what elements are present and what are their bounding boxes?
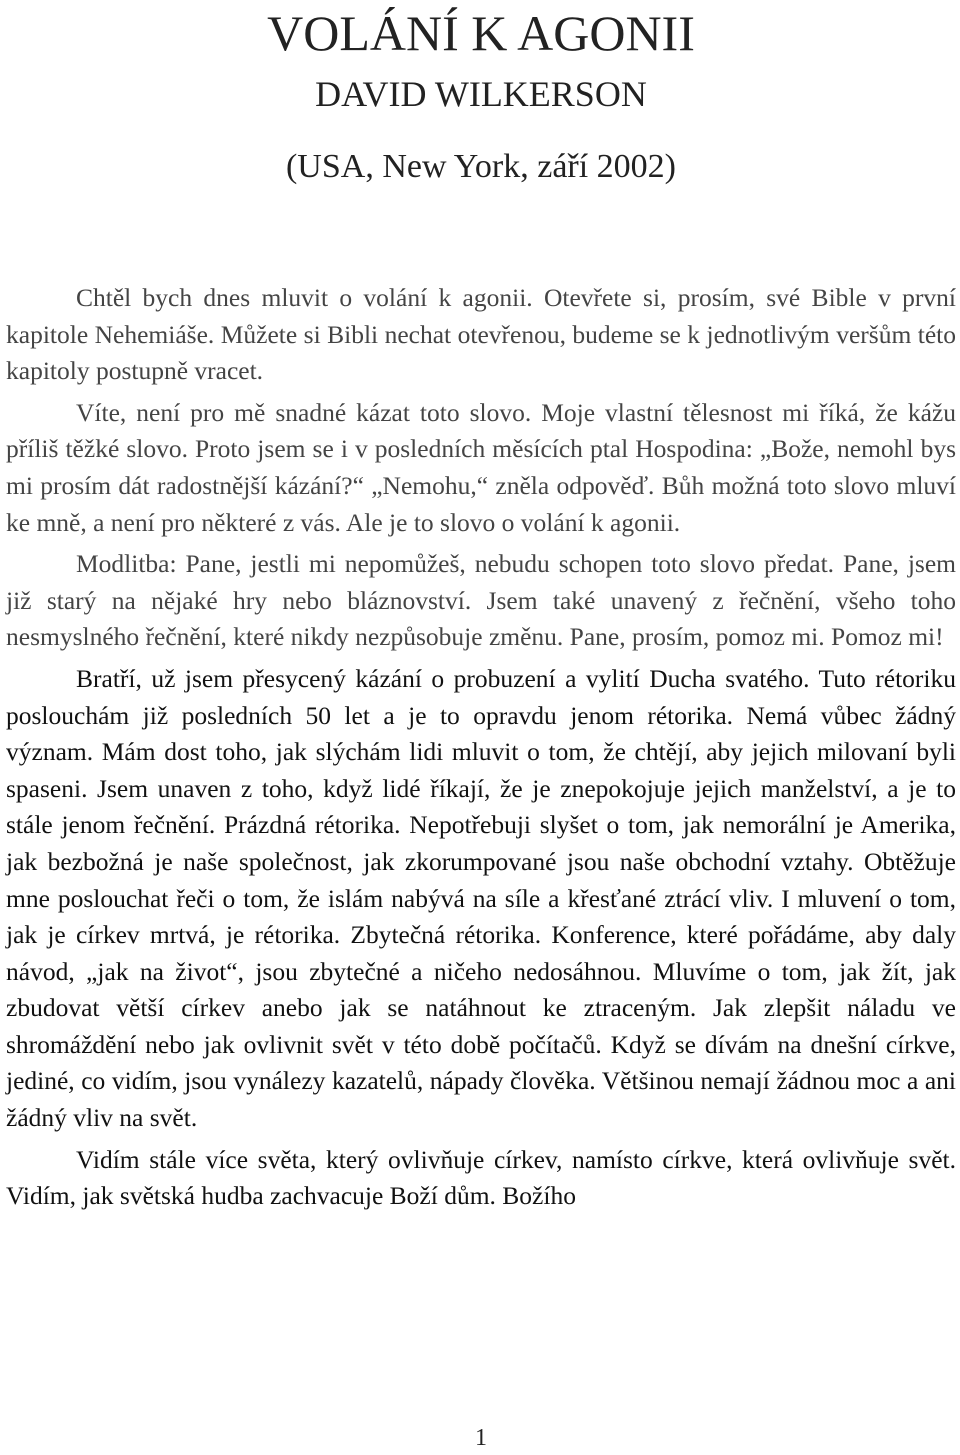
page-number: 1	[475, 1425, 487, 1451]
document-title: VOLÁNÍ K AGONII	[267, 5, 695, 61]
paragraph-1: Chtěl bych dnes mluvit o volání k agonii. Otevřete si, prosím, své Bible v první kapitole Nehemiáše. Můžete si Bibli nechat otevřenou, budeme se k jednotlivým veršům této kapitoly postupně vracet.	[6, 283, 956, 386]
paragraph-3: Modlitba: Pane, jestli mi nepomůžeš, nebudu schopen toto slovo předat. Pane, jsem již starý na nějaké hry nebo bláznovství. Jsem také unavený z řečnění, všeho toho nesmyslného řečnění, které nikdy nezpůsobuje změnu. Pane, prosím, pomoz mi. Pomoz mi!	[6, 549, 956, 652]
document-page	[6, 0, 956, 1455]
paragraph-5: Vidím stále více světa, který ovlivňuje církev, namísto církve, která ovlivňuje svět. Vidím, jak světská hudba zachvacuje Boží dům. Božího	[6, 1144, 956, 1211]
author-name: DAVID WILKERSON	[315, 74, 647, 114]
paragraph-2: Víte, není pro mě snadné kázat toto slovo. Moje vlastní tělesnost mi říká, že kážu příliš těžké slovo. Proto jsem se i v posledních měsících ptal Hospodina: „Bože, nemohl bys mi prosím dát radostnější kázání?“ „Nemohu,“ zněla odpověď. Bůh možná toto slovo mluví ke mně, a není pro některé z vás. Ale je to slovo o volání k agonii.	[6, 397, 956, 537]
paragraph-4: Bratří, už jsem přesycený kázání o probuzení a vylití Ducha svatého. Tuto rétoriku poslouchám již posledních 50 let a je to opravdu jenom rétorika. Nemá vůbec žádný význam. Mám dost toho, jak slýchám lidi mluvit o tom, že chtějí, aby jejich milovaní byli spaseni. Jsem unaven z toho, když lidé říkají, že je znepokojuje jejich manželství, a je to stále jenom řečnění. Prázdná rétorika. Nepotřebuji slyšet o tom, jak nemorální je Amerika, jak bezbožná je naše společnost, jak zkorumpované jsou naše obchodní vztahy. Obtěžuje mne poslouchat řeči o tom, že islám nabývá na síle a křesťané ztrácí vliv. I mluvení o tom, jak je církev mrtvá, je rétorika. Zbytečná rétorika. Konference, které pořádáme, aby daly návod, „jak na život“, jsou zbytečné a ničeho nedosáhnou. Mluvíme o tom, jak žít, jak zbudovat větší církev anebo jak se natáhnout ke ztraceným. Jak zlepšit náladu ve shromáždění nebo jak ovlivnit svět v této době počítačů. Když se dívám na dnešní církve, jediné, co vidím, jsou vynálezy kazatelů, nápady člověka. Většinou nemají žádnou moc a ani žádný vliv na svět.	[6, 663, 956, 1133]
location-date: (USA, New York, září 2002)	[285, 148, 677, 185]
body-text	[6, 280, 956, 1220]
